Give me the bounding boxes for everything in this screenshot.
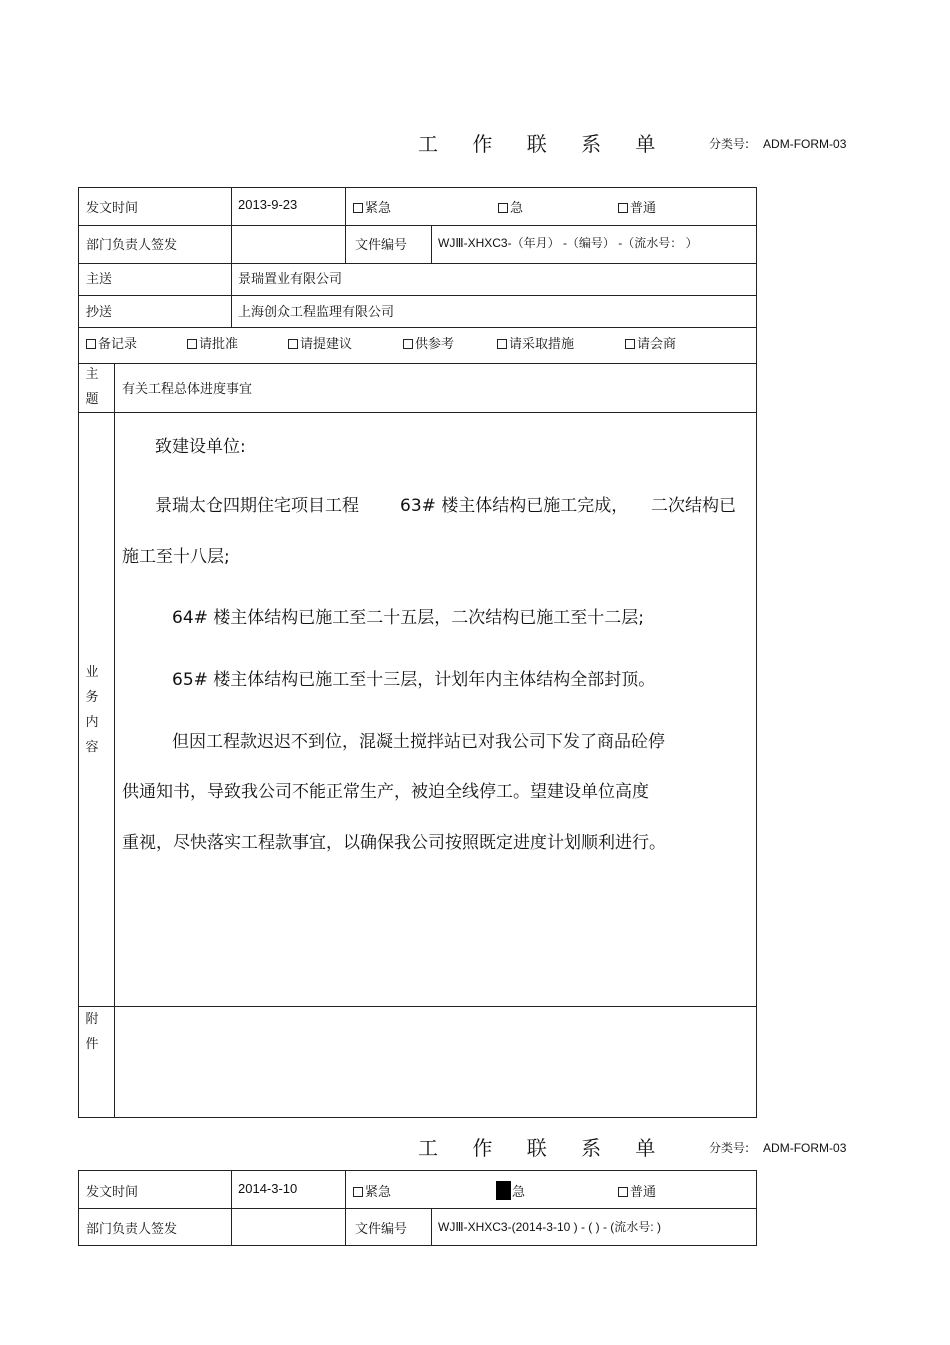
- form1-urgency-normal[interactable]: 普通: [618, 197, 656, 216]
- content-p1c: 二次结构已: [651, 496, 736, 516]
- form1-date-label: 发文时间: [86, 201, 139, 216]
- checkbox-icon: [625, 339, 635, 349]
- form1-purpose-measures[interactable]: 请采取措施: [497, 333, 574, 352]
- form2-date-label: 发文时间: [86, 1185, 139, 1200]
- form1-urgency-rush[interactable]: 急: [498, 197, 523, 216]
- content-p4a: 但因工程款迟迟不到位，混凝土搅拌站已对我公司下发了商品砼停: [172, 732, 665, 752]
- form2-urgency-rush[interactable]: 急: [496, 1181, 525, 1200]
- form1-sign-label: 部门负责人签发: [86, 238, 178, 253]
- form2-class-value: ADM-FORM-03: [763, 1141, 847, 1155]
- form2-classification: [709, 1139, 846, 1156]
- form1-purpose-consult[interactable]: 请会商: [625, 333, 676, 352]
- checked-box-icon: [496, 1181, 511, 1200]
- checkbox-icon: [618, 203, 628, 213]
- form2-urgency-normal[interactable]: 普通: [618, 1181, 656, 1200]
- content-p4c: 重视，尽快落实工程款事宜，以确保我公司按照既定进度计划顺利进行。: [122, 833, 666, 853]
- content-p3: 65# 楼主体结构已施工至十三层，计划年内主体结构全部封顶。: [172, 670, 656, 690]
- content-p2: 64# 楼主体结构已施工至二十五层，二次结构已施工至十二层;: [172, 608, 645, 628]
- content-salutation: 致建设单位:: [155, 437, 246, 457]
- content-p1a: 景瑞太仓四期住宅项目工程: [155, 496, 359, 516]
- form1-purpose-suggest[interactable]: 请提建议: [288, 333, 352, 352]
- form1-fileno-value: WJⅢ-XHXC3-（年月） -（编号） -（流水号： ）: [438, 236, 698, 250]
- form1-classification: [709, 135, 846, 152]
- form2-date-value: 2014-3-10: [238, 1181, 298, 1196]
- form1-title: 工 作 联 系 单: [418, 132, 670, 156]
- form1-class-label: 分类号:: [709, 137, 750, 151]
- checkbox-icon: [403, 339, 413, 349]
- form1-subject-label: 主 题: [85, 367, 99, 407]
- checkbox-icon: [353, 1187, 363, 1197]
- checkbox-icon: [288, 339, 298, 349]
- form2-urgency-urgent[interactable]: 紧急: [353, 1181, 391, 1200]
- form1-purpose-reference[interactable]: 供参考: [403, 333, 454, 352]
- form1-content-label: 业 务 内 容: [85, 665, 99, 755]
- checkbox-icon: [498, 203, 508, 213]
- content-p4b: 供通知书，导致我公司不能正常生产，被迫全线停工。望建设单位高度: [122, 782, 649, 802]
- form1-cc-label: 抄送: [86, 305, 113, 320]
- form1-subject-value: 有关工程总体进度事宜: [122, 382, 253, 397]
- checkbox-icon: [187, 339, 197, 349]
- form1-mainto-value: 景瑞置业有限公司: [238, 272, 343, 287]
- content-p1b: 63# 楼主体结构已施工完成，: [400, 496, 629, 516]
- form1-purpose-record[interactable]: 备记录: [86, 333, 137, 352]
- checkbox-icon: [618, 1187, 628, 1197]
- checkbox-icon: [353, 203, 363, 213]
- checkbox-icon: [86, 339, 96, 349]
- form1-class-value: ADM-FORM-03: [763, 137, 847, 151]
- form2-class-label: 分类号:: [709, 1141, 750, 1155]
- form1-urgency-urgent[interactable]: 紧急: [353, 197, 391, 216]
- form1-attachment-label: 附 件: [85, 1012, 99, 1052]
- form1-date-value: 2013-9-23: [238, 197, 298, 212]
- form2-title: 工 作 联 系 单: [418, 1136, 670, 1160]
- form1-fileno-label: 文件编号: [355, 238, 408, 253]
- form1-mainto-label: 主送: [86, 272, 113, 287]
- form2-sign-label: 部门负责人签发: [86, 1222, 178, 1237]
- form1-table: [78, 187, 757, 1118]
- form1-purpose-approve[interactable]: 请批准: [187, 333, 238, 352]
- form2-fileno-label: 文件编号: [355, 1222, 408, 1237]
- form1-cc-value: 上海创众工程监理有限公司: [238, 305, 395, 320]
- checkbox-icon: [497, 339, 507, 349]
- form2-fileno-value: WJⅢ-XHXC3-(2014-3-10 ) - ( ) - (流水号: ): [438, 1220, 661, 1234]
- content-p1d: 施工至十八层;: [122, 547, 230, 567]
